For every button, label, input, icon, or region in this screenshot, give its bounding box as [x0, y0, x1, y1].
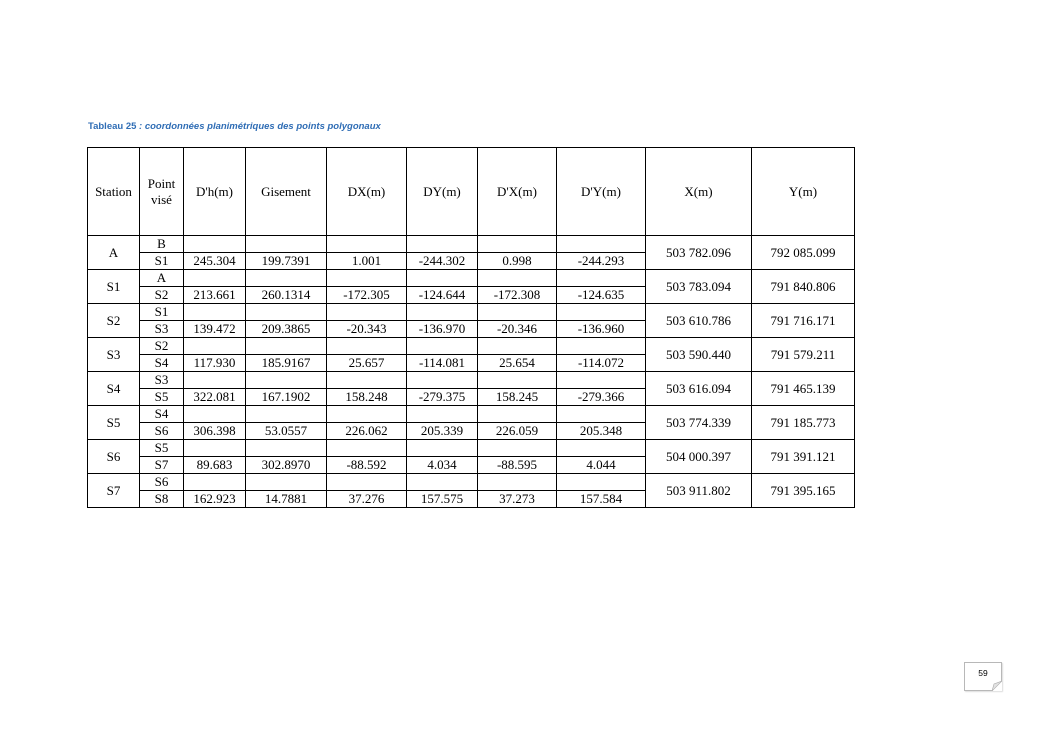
y-coordinate-cell: 791 395.165 — [752, 474, 855, 508]
empty-cell — [327, 372, 407, 389]
empty-cell — [327, 236, 407, 253]
caption-label: Tableau 25 — [88, 121, 137, 132]
header-dy: DY(m) — [407, 148, 478, 236]
dy-cell: -114.081 — [407, 355, 478, 372]
table-row — [88, 440, 855, 457]
station-cell: S1 — [88, 270, 140, 304]
point-vise-cell: S2 — [140, 287, 184, 304]
table-row — [88, 406, 855, 423]
y-coordinate-cell: 791 391.121 — [752, 440, 855, 474]
gisement-cell: 302.8970 — [246, 457, 327, 474]
x-coordinate-cell: 503 590.440 — [646, 338, 752, 372]
empty-cell — [184, 338, 246, 355]
empty-cell — [407, 474, 478, 491]
dy-cell: -244.302 — [407, 253, 478, 270]
table-header-row — [88, 148, 855, 236]
empty-cell — [407, 372, 478, 389]
dpx-cell: 226.059 — [478, 423, 557, 440]
header-point-vise: Point visé — [140, 148, 184, 236]
dpy-cell: 157.584 — [557, 491, 646, 508]
dh-cell: 306.398 — [184, 423, 246, 440]
station-cell: S3 — [88, 338, 140, 372]
header-dpx: D'X(m) — [478, 148, 557, 236]
empty-cell — [327, 440, 407, 457]
table-row — [88, 474, 855, 491]
dy-cell: -136.970 — [407, 321, 478, 338]
header-dpy: D'Y(m) — [557, 148, 646, 236]
dy-cell: 205.339 — [407, 423, 478, 440]
point-vise-cell: S7 — [140, 457, 184, 474]
dh-cell: 89.683 — [184, 457, 246, 474]
y-coordinate-cell: 792 085.099 — [752, 236, 855, 270]
empty-cell — [407, 304, 478, 321]
gisement-cell: 185.9167 — [246, 355, 327, 372]
dpy-cell: -124.635 — [557, 287, 646, 304]
header-gisement: Gisement — [246, 148, 327, 236]
y-coordinate-cell: 791 185.773 — [752, 406, 855, 440]
empty-cell — [184, 474, 246, 491]
table-row — [88, 236, 855, 253]
gisement-cell: 167.1902 — [246, 389, 327, 406]
page-curl-icon — [992, 681, 1002, 691]
empty-cell — [246, 236, 327, 253]
dy-cell: -124.644 — [407, 287, 478, 304]
point-vise-cell: B — [140, 236, 184, 253]
empty-cell — [407, 236, 478, 253]
dx-cell: -172.305 — [327, 287, 407, 304]
dpy-cell: 4.044 — [557, 457, 646, 474]
dx-cell: 226.062 — [327, 423, 407, 440]
empty-cell — [478, 304, 557, 321]
empty-cell — [327, 304, 407, 321]
dx-cell: -20.343 — [327, 321, 407, 338]
point-vise-cell: S1 — [140, 304, 184, 321]
point-vise-cell: S5 — [140, 389, 184, 406]
table-row — [88, 338, 855, 355]
header-x: X(m) — [646, 148, 752, 236]
empty-cell — [246, 304, 327, 321]
empty-cell — [246, 406, 327, 423]
dpx-cell: -20.346 — [478, 321, 557, 338]
empty-cell — [407, 270, 478, 287]
dh-cell: 117.930 — [184, 355, 246, 372]
gisement-cell: 209.3865 — [246, 321, 327, 338]
station-cell: S5 — [88, 406, 140, 440]
point-vise-cell: S2 — [140, 338, 184, 355]
dpx-cell: 0.998 — [478, 253, 557, 270]
table-row — [88, 372, 855, 389]
dy-cell: 157.575 — [407, 491, 478, 508]
x-coordinate-cell: 503 610.786 — [646, 304, 752, 338]
empty-cell — [184, 236, 246, 253]
empty-cell — [557, 270, 646, 287]
dy-cell: 4.034 — [407, 457, 478, 474]
empty-cell — [327, 270, 407, 287]
station-cell: S6 — [88, 440, 140, 474]
header-y: Y(m) — [752, 148, 855, 236]
empty-cell — [478, 236, 557, 253]
empty-cell — [184, 270, 246, 287]
caption-text: : coordonnées planimétriques des points polygonaux — [136, 121, 381, 132]
x-coordinate-cell: 503 774.339 — [646, 406, 752, 440]
empty-cell — [557, 236, 646, 253]
empty-cell — [478, 270, 557, 287]
dpy-cell: -114.072 — [557, 355, 646, 372]
point-vise-cell: A — [140, 270, 184, 287]
header-station: Station — [88, 148, 140, 236]
header-dx: DX(m) — [327, 148, 407, 236]
empty-cell — [246, 440, 327, 457]
dpx-cell: 37.273 — [478, 491, 557, 508]
point-vise-cell: S8 — [140, 491, 184, 508]
x-coordinate-cell: 503 911.802 — [646, 474, 752, 508]
empty-cell — [327, 338, 407, 355]
dpy-cell: 205.348 — [557, 423, 646, 440]
empty-cell — [478, 440, 557, 457]
dx-cell: -88.592 — [327, 457, 407, 474]
x-coordinate-cell: 504 000.397 — [646, 440, 752, 474]
table-row — [88, 304, 855, 321]
y-coordinate-cell: 791 840.806 — [752, 270, 855, 304]
station-cell: S2 — [88, 304, 140, 338]
empty-cell — [557, 474, 646, 491]
dx-cell: 25.657 — [327, 355, 407, 372]
empty-cell — [557, 406, 646, 423]
dpx-cell: 25.654 — [478, 355, 557, 372]
x-coordinate-cell: 503 783.094 — [646, 270, 752, 304]
y-coordinate-cell: 791 579.211 — [752, 338, 855, 372]
dpy-cell: -244.293 — [557, 253, 646, 270]
empty-cell — [184, 372, 246, 389]
empty-cell — [478, 474, 557, 491]
gisement-cell: 260.1314 — [246, 287, 327, 304]
empty-cell — [246, 270, 327, 287]
empty-cell — [327, 406, 407, 423]
station-cell: S7 — [88, 474, 140, 508]
page-number-box — [964, 662, 1002, 691]
table-caption — [88, 121, 381, 132]
dpy-cell: -279.366 — [557, 389, 646, 406]
empty-cell — [407, 338, 478, 355]
empty-cell — [246, 338, 327, 355]
gisement-cell: 53.0557 — [246, 423, 327, 440]
dx-cell: 1.001 — [327, 253, 407, 270]
dx-cell: 158.248 — [327, 389, 407, 406]
header-dh: D'h(m) — [184, 148, 246, 236]
empty-cell — [478, 406, 557, 423]
page-number: 59 — [978, 668, 988, 678]
empty-cell — [407, 440, 478, 457]
empty-cell — [557, 304, 646, 321]
table-row — [88, 270, 855, 287]
gisement-cell: 14.7881 — [246, 491, 327, 508]
dx-cell: 37.276 — [327, 491, 407, 508]
point-vise-cell: S4 — [140, 406, 184, 423]
dy-cell: -279.375 — [407, 389, 478, 406]
dpx-cell: -172.308 — [478, 287, 557, 304]
empty-cell — [557, 372, 646, 389]
y-coordinate-cell: 791 716.171 — [752, 304, 855, 338]
empty-cell — [478, 372, 557, 389]
empty-cell — [557, 338, 646, 355]
point-vise-cell: S4 — [140, 355, 184, 372]
dh-cell: 139.472 — [184, 321, 246, 338]
point-vise-cell: S5 — [140, 440, 184, 457]
table-body — [88, 236, 855, 508]
empty-cell — [407, 406, 478, 423]
dh-cell: 162.923 — [184, 491, 246, 508]
dh-cell: 245.304 — [184, 253, 246, 270]
x-coordinate-cell: 503 782.096 — [646, 236, 752, 270]
station-cell: S4 — [88, 372, 140, 406]
dpy-cell: -136.960 — [557, 321, 646, 338]
station-cell: A — [88, 236, 140, 270]
empty-cell — [246, 474, 327, 491]
point-vise-cell: S6 — [140, 423, 184, 440]
dpx-cell: -88.595 — [478, 457, 557, 474]
point-vise-cell: S3 — [140, 321, 184, 338]
dh-cell: 213.661 — [184, 287, 246, 304]
y-coordinate-cell: 791 465.139 — [752, 372, 855, 406]
empty-cell — [184, 406, 246, 423]
point-vise-cell: S3 — [140, 372, 184, 389]
point-vise-cell: S1 — [140, 253, 184, 270]
x-coordinate-cell: 503 616.094 — [646, 372, 752, 406]
empty-cell — [478, 338, 557, 355]
dpx-cell: 158.245 — [478, 389, 557, 406]
gisement-cell: 199.7391 — [246, 253, 327, 270]
empty-cell — [246, 372, 327, 389]
dh-cell: 322.081 — [184, 389, 246, 406]
coordinates-table — [87, 147, 855, 508]
empty-cell — [184, 440, 246, 457]
empty-cell — [184, 304, 246, 321]
empty-cell — [327, 474, 407, 491]
point-vise-cell: S6 — [140, 474, 184, 491]
empty-cell — [557, 440, 646, 457]
